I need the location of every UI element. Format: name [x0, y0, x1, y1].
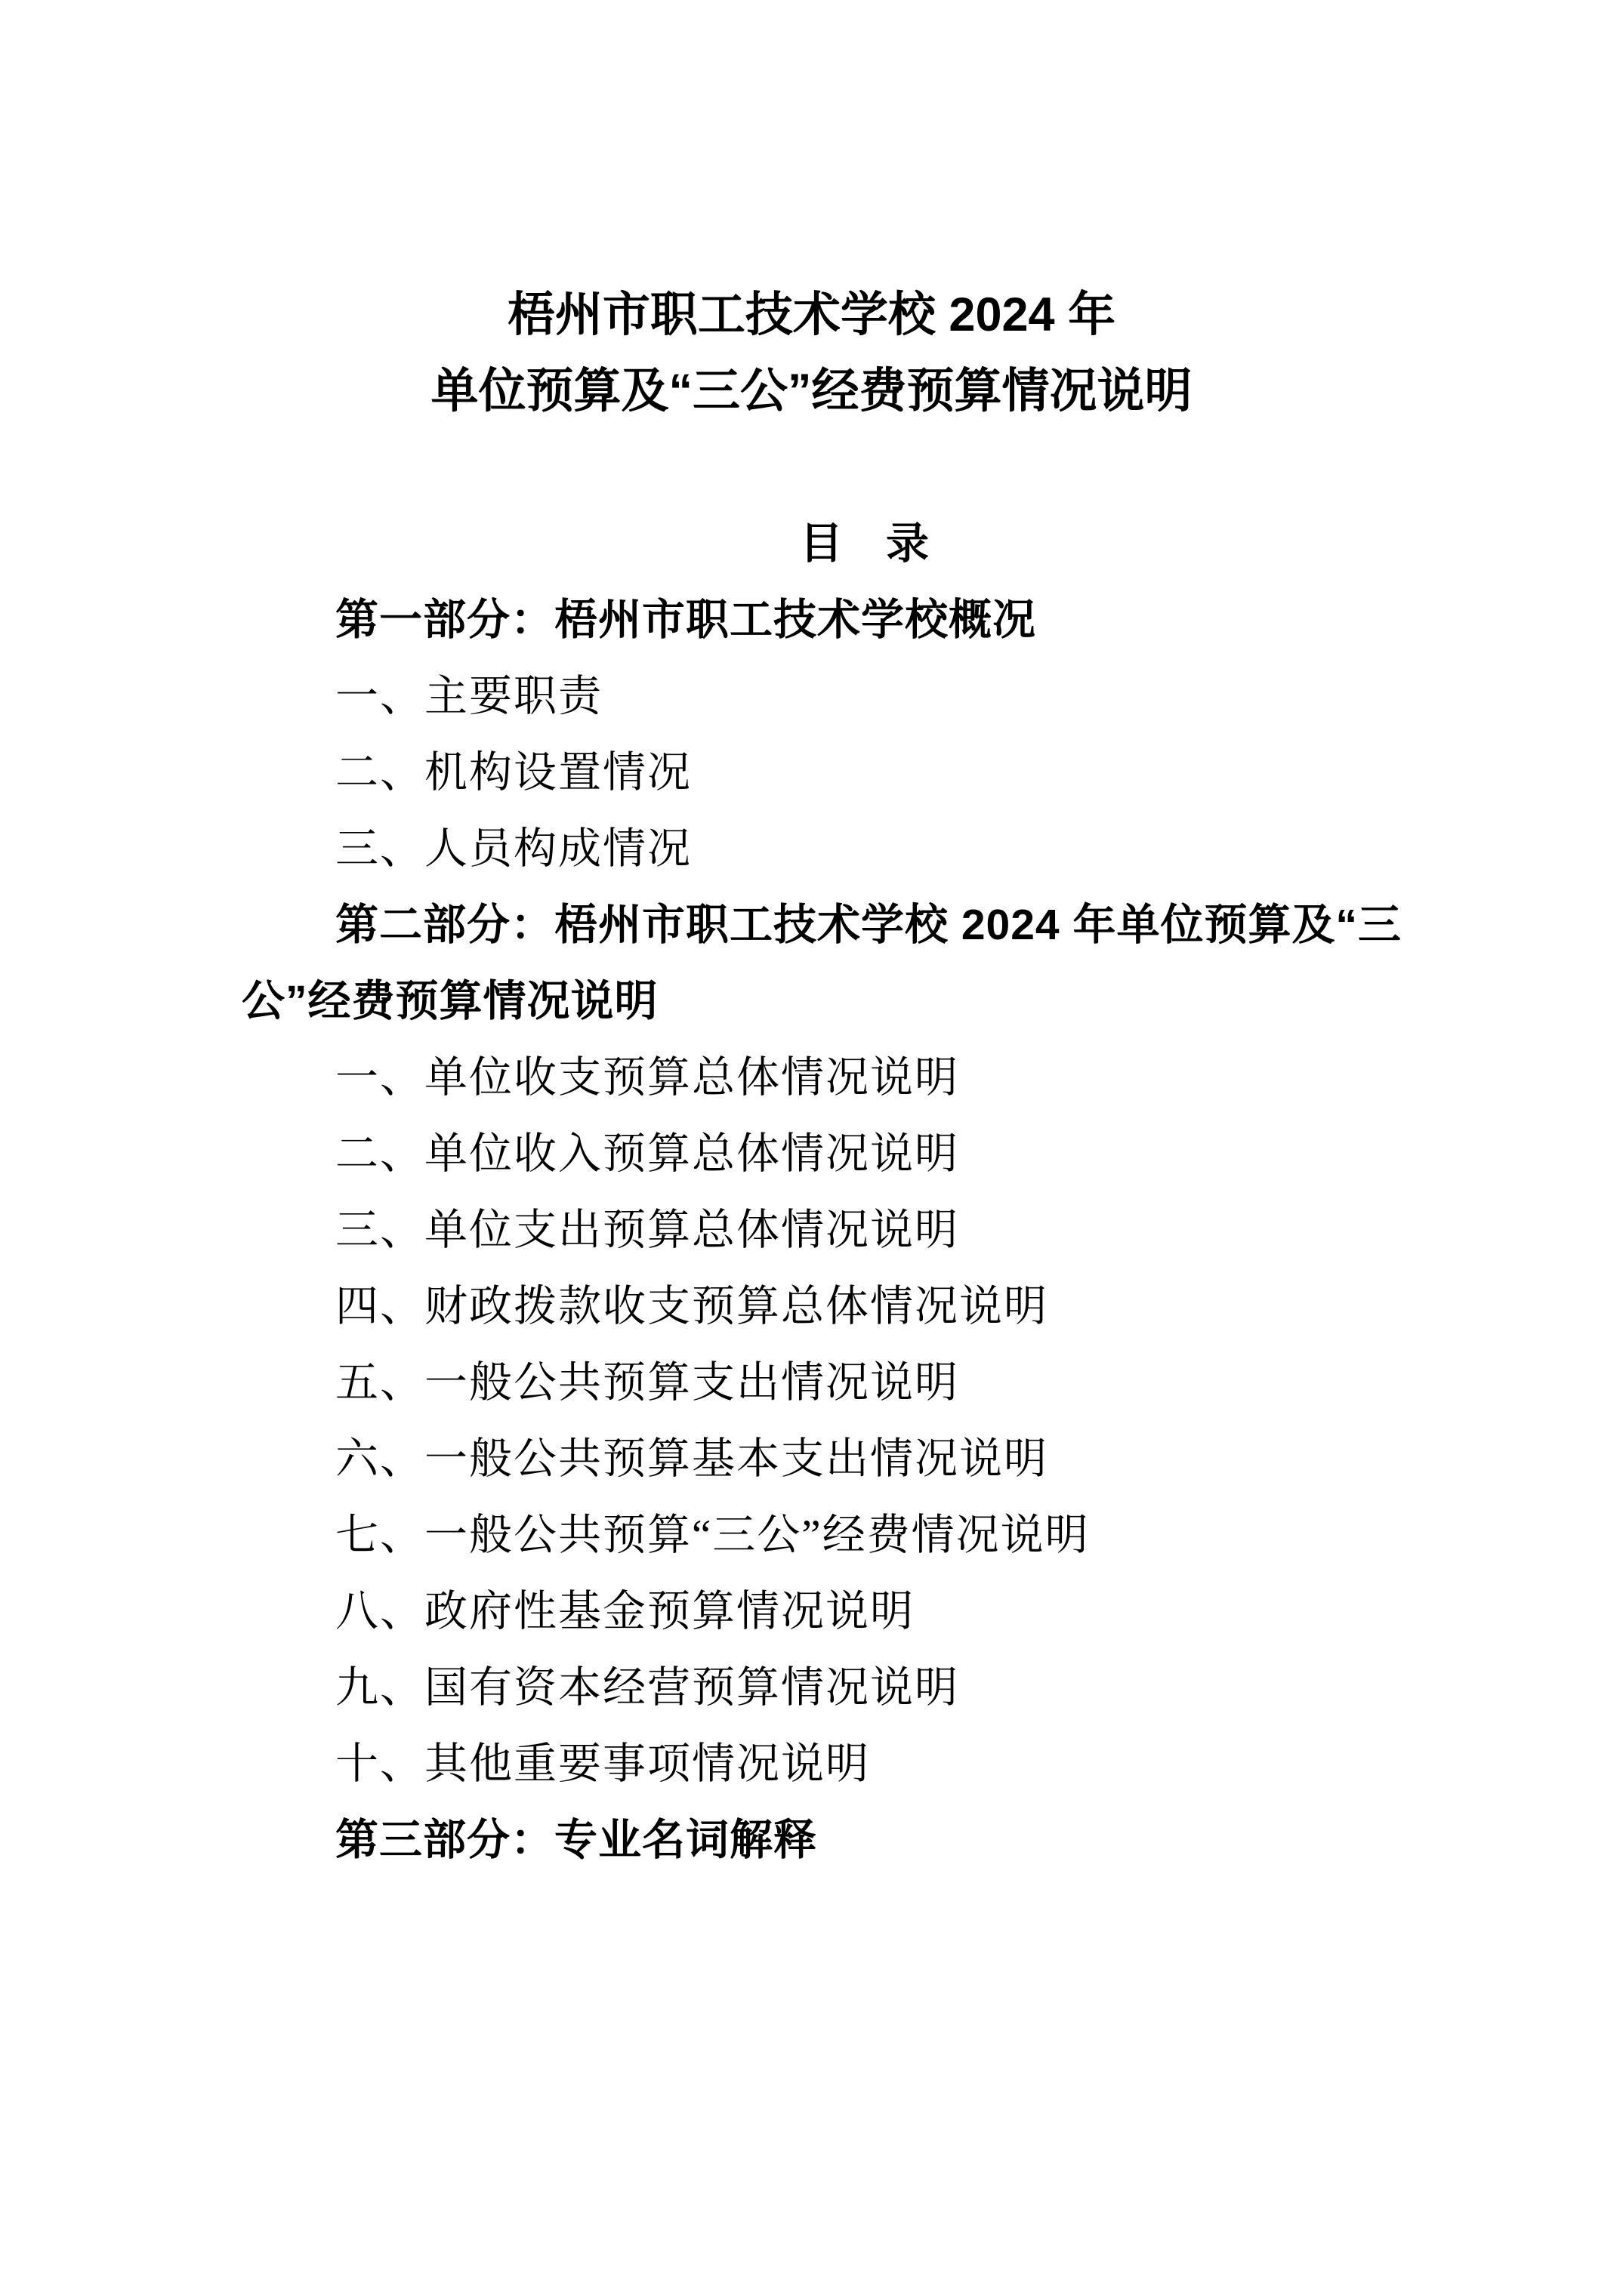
toc-item: 一、单位收支预算总体情况说明 — [335, 1054, 959, 1102]
toc-item: 二、机构设置情况 — [335, 749, 692, 797]
section-3-heading: 第三部分：专业名词解释 — [335, 1816, 817, 1864]
toc-item: 四、财政拨款收支预算总体情况说明 — [335, 1283, 1048, 1330]
toc-item: 五、一般公共预算支出情况说明 — [335, 1359, 959, 1407]
toc-item: 八、政府性基金预算情况说明 — [335, 1588, 915, 1635]
toc-item: 六、一般公共预算基本支出情况说明 — [335, 1435, 1048, 1483]
spacer — [242, 430, 1381, 506]
toc-item: 三、单位支出预算总体情况说明 — [335, 1207, 959, 1254]
document-title-line-2: 单位预算及“三公”经费预算情况说明 — [430, 365, 1193, 418]
toc-item: 一、主要职责 — [335, 673, 603, 720]
section-2-heading-line-2: 公”经费预算情况说明 — [242, 977, 659, 1025]
toc-item: 二、单位收入预算总体情况说明 — [335, 1130, 959, 1178]
toc-item: 十、其他重要事项情况说明 — [335, 1740, 870, 1788]
toc-item: 三、人员构成情况 — [335, 825, 692, 873]
document-content — [242, 277, 1402, 1878]
toc-item: 七、一般公共预算“三公”经费情况说明 — [335, 1512, 1090, 1559]
toc-item: 九、国有资本经营预算情况说明 — [335, 1664, 959, 1712]
section-2-heading-line-1: 第二部分：梧州市职工技术学校 2024 年单位预算及“三 — [335, 901, 1402, 949]
toc-heading: 目 录 — [800, 519, 929, 568]
section-1-heading: 第一部分：梧州市职工技术学校概况 — [335, 596, 1036, 644]
document-title-line-1: 梧州市职工技术学校 2024 年 — [507, 288, 1116, 341]
